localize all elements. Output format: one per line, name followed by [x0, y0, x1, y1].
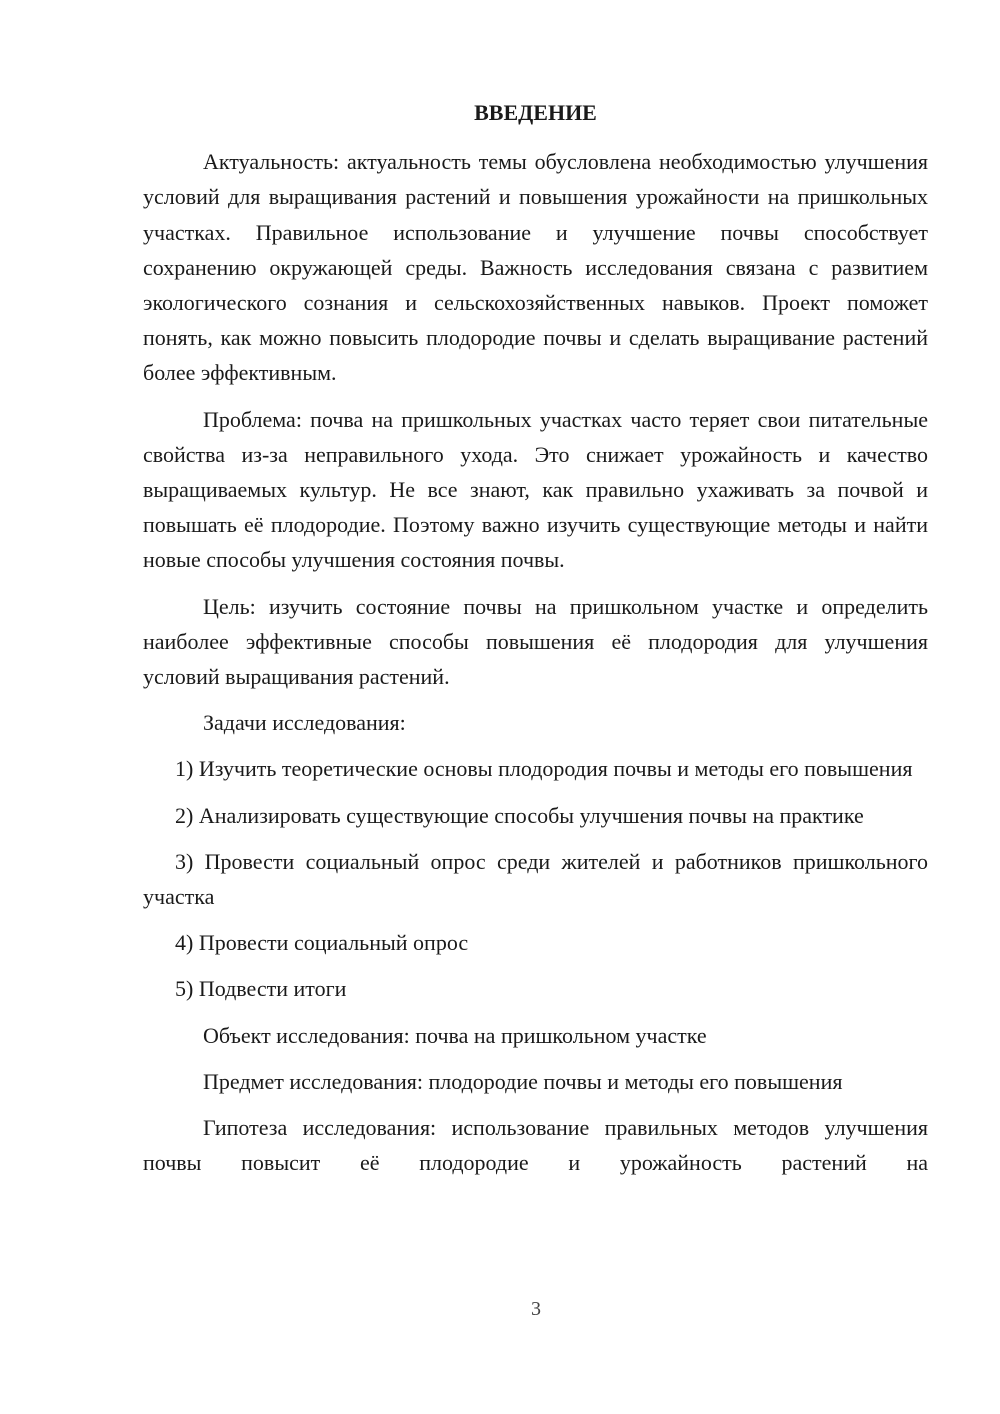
subject-paragraph: Предмет исследования: плодородие почвы и методы его повышения — [203, 1068, 843, 1094]
goal-paragraph: Цель: изучить состояние почвы на пришкольном участке и определить наиболее эффективные способы повышения её плодородия для улучшения условий выращивания растений. — [143, 593, 928, 690]
task-item: 2) Анализировать существующие способы улучшения почвы на практике — [175, 802, 864, 828]
object-paragraph: Объект исследования: почва на пришкольном участке — [203, 1022, 707, 1048]
page-number: 3 — [531, 1298, 541, 1320]
tasks-heading: Задачи исследования: — [203, 710, 406, 736]
problem-paragraph: Проблема: почва на пришкольных участках часто теряет свои питательные свойства из-за неправильного ухода. Это снижает урожайность и качество выращиваемых культур. Не все знают, как правильно ухаживать за почвой и повышать её плодородие. Поэтому важно изучить существующие методы и найти новые способы улучшения состояния почвы. — [143, 406, 928, 573]
relevance-paragraph: Актуальность: актуальность темы обусловлена необходимостью улучшения условий для выращивания растений и повышения урожайности на пришкольных участках. Правильное использование и улучшение почвы способствует сохранению окружающей среды. Важность исследования связана с развитием экологического сознания и сельскохозяйственных навыков. Проект поможет понять, как можно повысить плодородие почвы и сделать выращивание растений более эффективным. — [143, 149, 928, 386]
section-title: ВВЕДЕНИЕ — [474, 100, 597, 125]
hypothesis-paragraph: Гипотеза исследования: использование правильных методов улучшения почвы повысит её плодородие и урожайность растений на — [143, 1115, 928, 1176]
task-item: 4) Провести социальный опрос — [175, 930, 469, 956]
document-page — [143, 95, 928, 1191]
tasks-list — [143, 751, 928, 1006]
task-item: 1) Изучить теоретические основы плодородия почвы и методы его повышения — [175, 756, 913, 782]
task-item: 3) Провести социальный опрос среди жителей и работников пришкольного участка — [143, 848, 928, 910]
task-item: 5) Подвести итоги — [175, 976, 347, 1002]
